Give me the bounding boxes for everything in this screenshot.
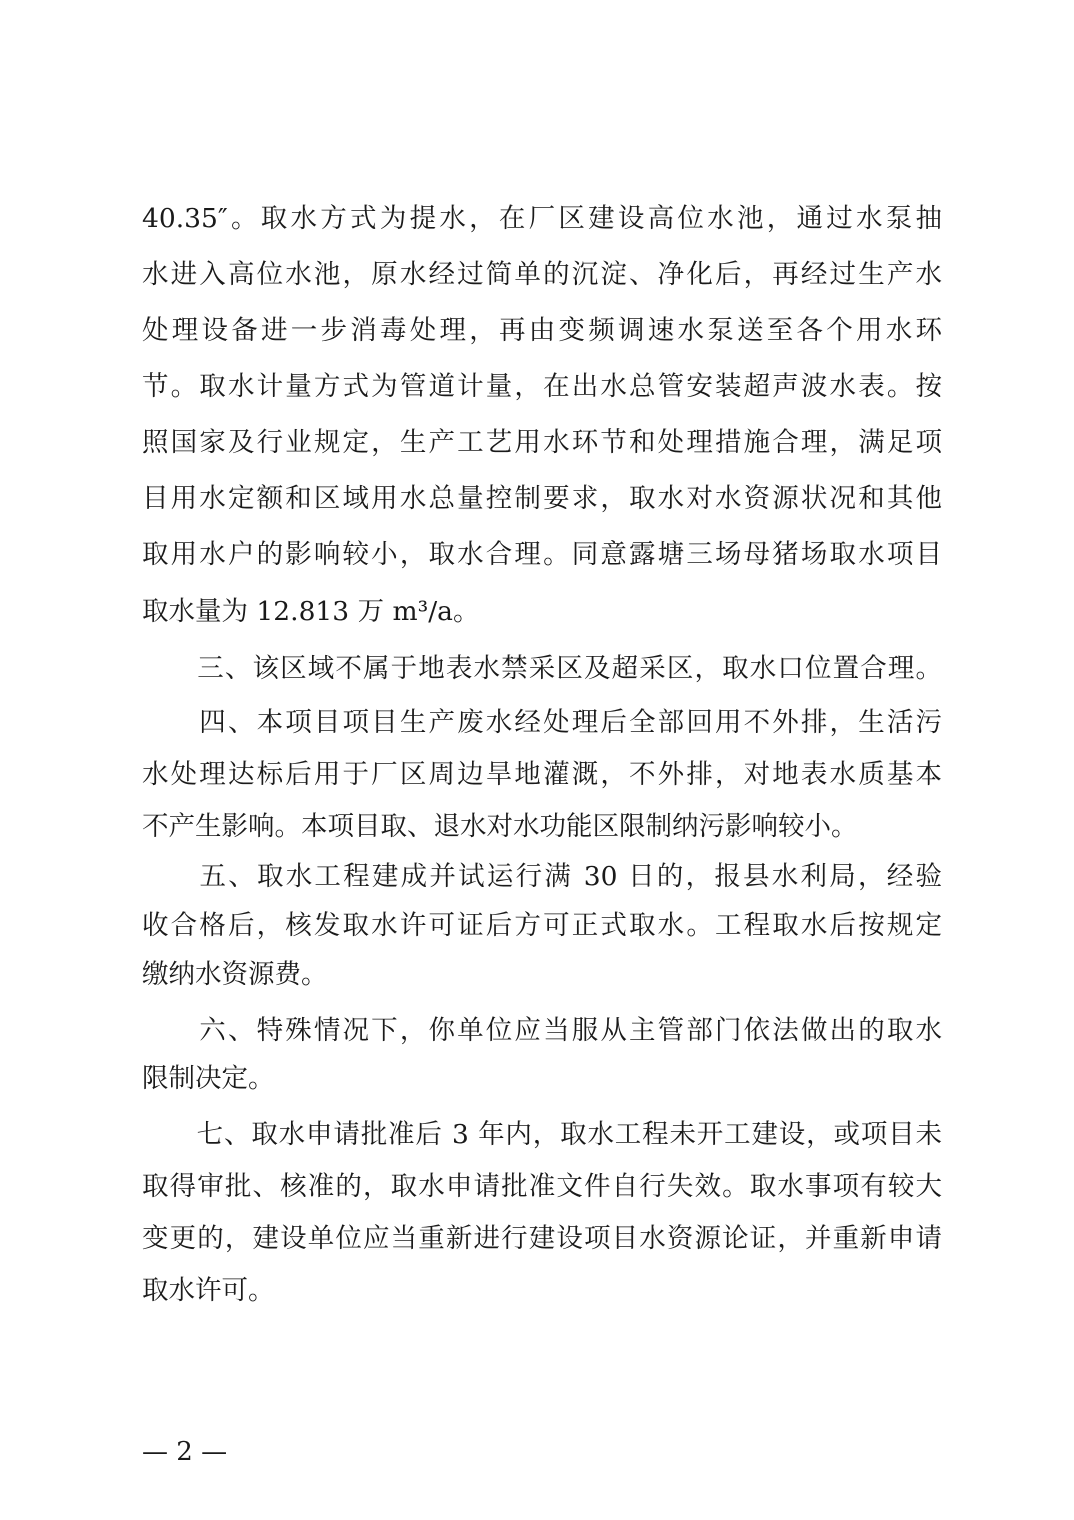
text-line: 处理设备进一步消毒处理，再由变频调速水泵送至各个用水环 (142, 315, 942, 346)
paragraph-four-line: 水处理达标后用于厂区周边旱地灌溉，不外排，对地表水质基本 (142, 759, 942, 790)
paragraph-five-line: 收合格后，核发取水许可证后方可正式取水。工程取水后按规定 (142, 910, 942, 941)
paragraph-five-line: 五、取水工程建成并试运行满 30 日的，报县水利局，经验 (142, 861, 942, 892)
paragraph-six-line: 限制决定。 (142, 1063, 275, 1094)
paragraph-seven-line: 变更的，建设单位应当重新进行建设项目水资源论证，并重新申请 (142, 1223, 942, 1254)
paragraph-four-line: 不产生影响。本项目取、退水对水功能区限制纳污影响较小。 (142, 811, 858, 842)
text-line: 目用水定额和区域用水总量控制要求，取水对水资源状况和其他 (142, 483, 942, 514)
paragraph-seven-line: 七、取水申请批准后 3 年内，取水工程未开工建设，或项目未 (142, 1119, 942, 1150)
paragraph-three: 三、该区域不属于地表水禁采区及超采区，取水口位置合理。 (142, 653, 942, 684)
text-line: 水进入高位水池，原水经过简单的沉淀、净化后，再经过生产水 (142, 259, 942, 290)
text-line: 节。取水计量方式为管道计量，在出水总管安装超声波水表。按 (142, 371, 942, 402)
paragraph-five-line: 缴纳水资源费。 (142, 959, 328, 990)
text-line: 40.35″。取水方式为提水，在厂区建设高位水池，通过水泵抽 (142, 203, 942, 234)
paragraph-six-line: 六、特殊情况下，你单位应当服从主管部门依法做出的取水 (142, 1015, 942, 1046)
text-line: 照国家及行业规定，生产工艺用水环节和处理措施合理，满足项 (142, 427, 942, 458)
text-line: 取水量为 12.813 万 m³/a。 (142, 596, 480, 627)
paragraph-four-line: 四、本项目项目生产废水经处理后全部回用不外排，生活污 (142, 707, 942, 738)
paragraph-seven-line: 取得审批、核准的，取水申请批准文件自行失效。取水事项有较大 (142, 1171, 942, 1202)
paragraph-seven-line: 取水许可。 (142, 1275, 275, 1306)
page-number: — 2 — (142, 1437, 228, 1467)
text-line: 取用水户的影响较小，取水合理。同意露塘三场母猪场取水项目 (142, 539, 942, 570)
